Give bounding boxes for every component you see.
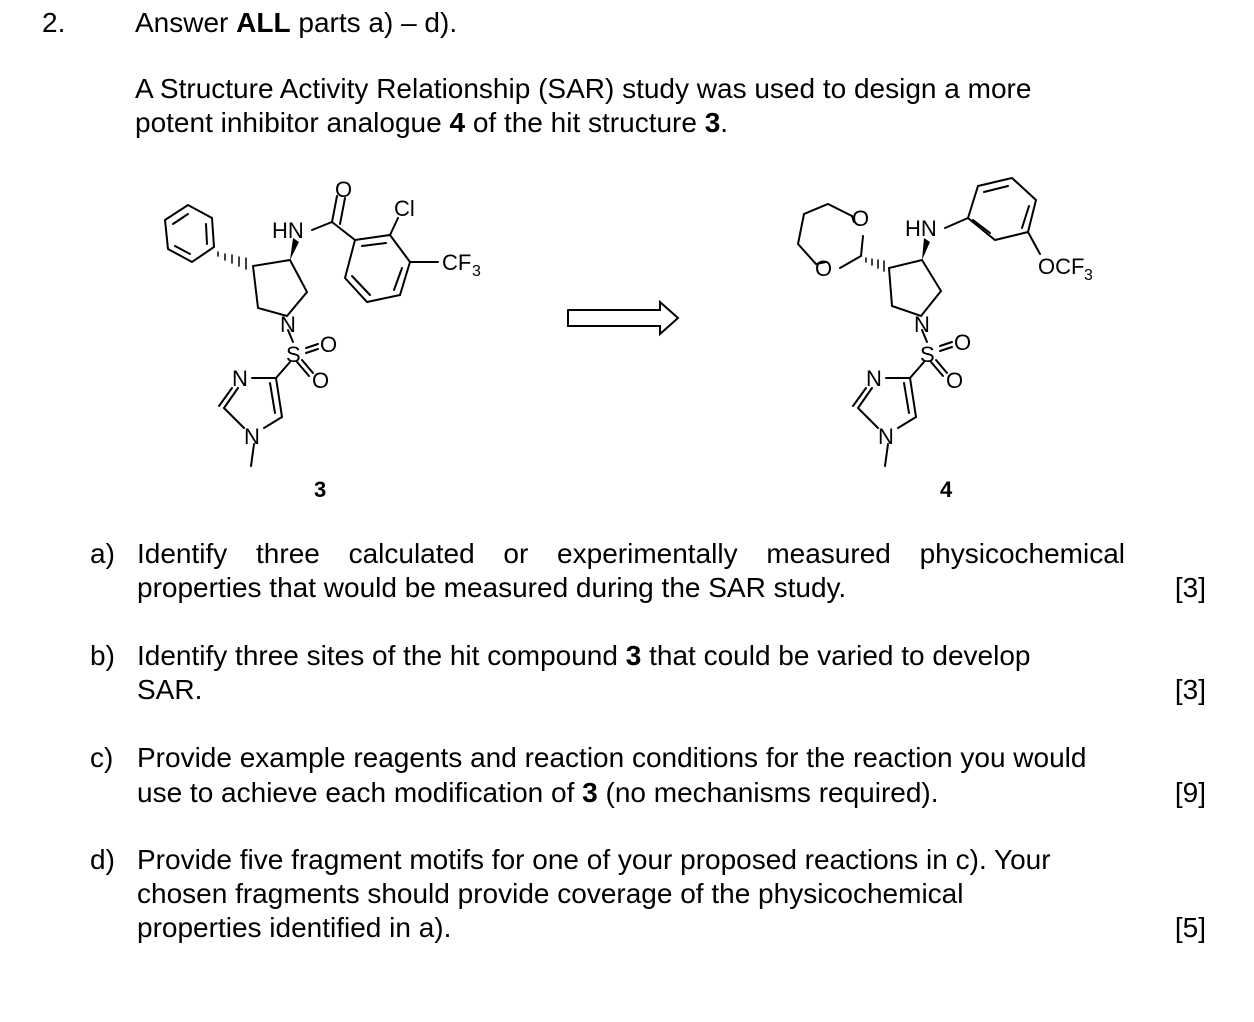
part-a-label: a) bbox=[90, 538, 115, 569]
svg-text:N: N bbox=[244, 424, 260, 449]
compound-4-atom-labels bbox=[815, 206, 1093, 449]
svg-text:OCF: OCF bbox=[1038, 254, 1085, 279]
svg-text:O: O bbox=[335, 177, 353, 202]
svg-text:N: N bbox=[914, 312, 930, 337]
svg-text:CF: CF bbox=[442, 250, 472, 275]
svg-text:S: S bbox=[920, 342, 935, 367]
svg-text:O: O bbox=[954, 330, 972, 355]
part-c-label: c) bbox=[90, 742, 114, 773]
part-c-line-2: use to achieve each modification of 3 (no mechanisms required). bbox=[137, 777, 939, 808]
part-b-line-2: SAR. bbox=[137, 674, 203, 705]
svg-text:O: O bbox=[312, 368, 330, 393]
svg-text:N: N bbox=[232, 366, 248, 391]
svg-text:3: 3 bbox=[1084, 267, 1093, 284]
svg-text:O: O bbox=[946, 368, 964, 393]
part-a-line-2: properties that would be measured during the SAR study. bbox=[137, 572, 847, 603]
svg-text:3: 3 bbox=[472, 263, 481, 280]
svg-text:N: N bbox=[280, 312, 296, 337]
part-c-line-1: Provide example reagents and reaction conditions for the reaction you would bbox=[137, 742, 1087, 773]
svg-text:O: O bbox=[815, 256, 833, 281]
part-d-marks: [5] bbox=[1174, 912, 1206, 943]
compound-3-atom-labels bbox=[232, 177, 481, 449]
intro-line-1: A Structure Activity Relationship (SAR) study was used to design a more bbox=[135, 73, 1032, 104]
part-c-marks: [9] bbox=[1174, 777, 1206, 808]
part-b-line-1: Identify three sites of the hit compound 3 that could be varied to develop bbox=[137, 640, 1031, 671]
part-d-line-2: chosen fragments should provide coverage of the physicochemical bbox=[137, 878, 964, 909]
svg-text:Cl: Cl bbox=[394, 196, 415, 221]
part-d-line-1: Provide five fragment motifs for one of your proposed reactions in c). Your bbox=[137, 844, 1051, 875]
compound-4-label: 4 bbox=[940, 477, 953, 502]
compound-3-label: 3 bbox=[314, 477, 327, 502]
part-a-marks: [3] bbox=[1174, 572, 1206, 603]
svg-text:O: O bbox=[320, 332, 338, 357]
part-d-line-3: properties identified in a). bbox=[137, 912, 452, 943]
svg-text:N: N bbox=[878, 424, 894, 449]
svg-text:O: O bbox=[852, 206, 870, 231]
part-b-marks: [3] bbox=[1174, 674, 1206, 705]
svg-text:HN: HN bbox=[905, 216, 937, 241]
svg-text:S: S bbox=[286, 342, 301, 367]
question-intro bbox=[135, 72, 1031, 140]
part-a-line-1: Identify three calculated or experimentally measured physicochemical bbox=[137, 538, 1125, 569]
intro-line-2: potent inhibitor analogue 4 of the hit structure 3. bbox=[135, 107, 729, 138]
question-instruction: Answer ALL parts a) – d). bbox=[135, 7, 458, 38]
part-d-label: d) bbox=[90, 844, 115, 875]
sar-reaction-scheme bbox=[0, 160, 1254, 510]
svg-text:N: N bbox=[866, 366, 882, 391]
svg-text:HN: HN bbox=[272, 218, 304, 243]
part-b-label: b) bbox=[90, 640, 115, 671]
question-number: 2. bbox=[42, 7, 66, 38]
retrosynthetic-arrow-icon bbox=[568, 302, 678, 334]
